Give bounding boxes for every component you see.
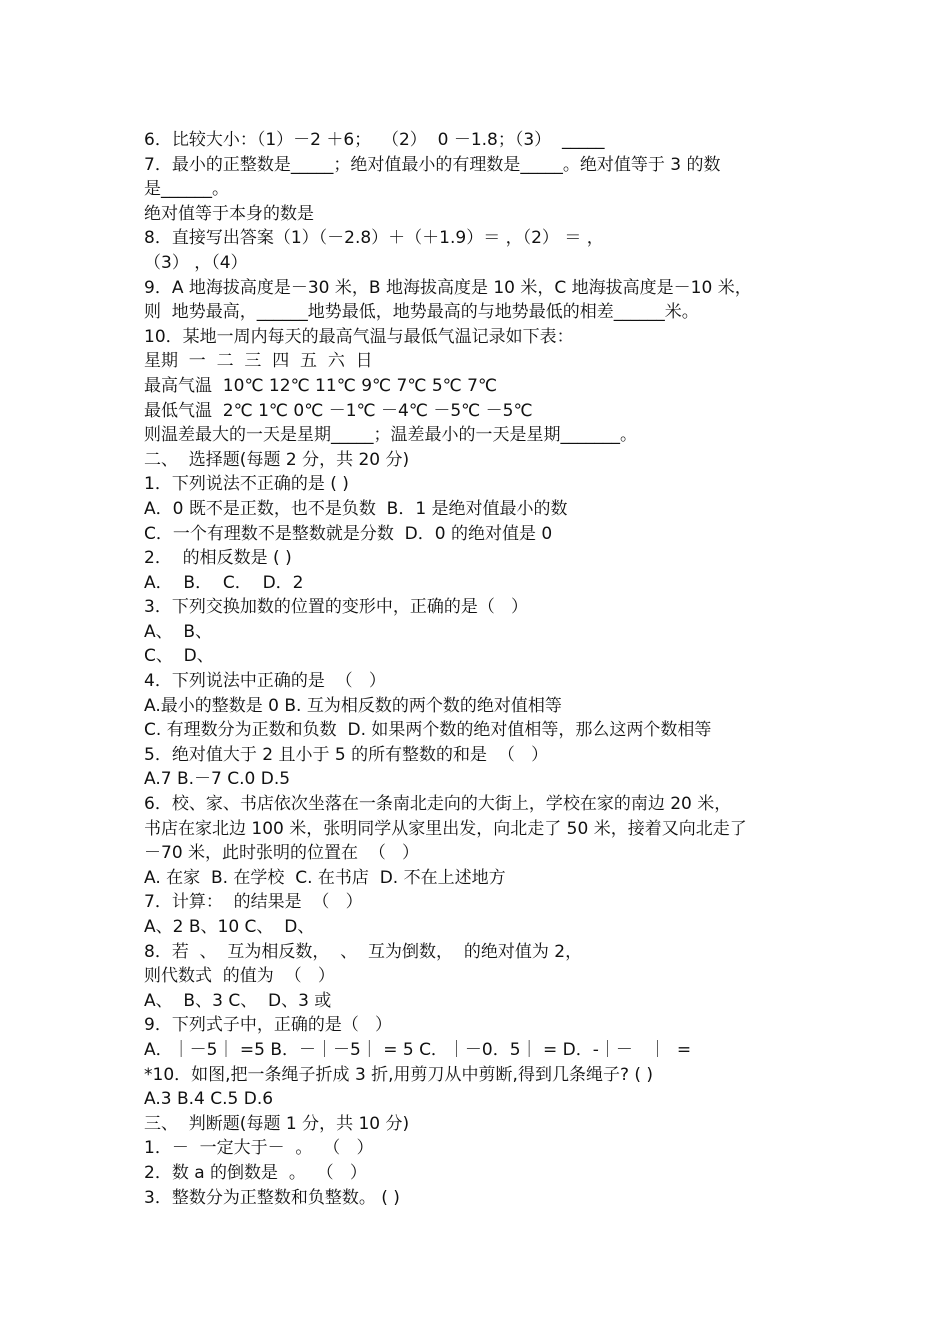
text-line: 6．校、家、书店依次坐落在一条南北走向的大街上，学校在家的南边 20 米， [144,794,732,815]
text-line: 9．下列式子中，正确的是（ ） [144,1015,393,1036]
text-line: 8．直接写出答案（1）（－2.8）＋（＋1.9）＝ ，（2） ＝ ， [144,228,604,249]
text-line: 9．A 地海拔高度是－30 米，B 地海拔高度是 10 米，C 地海拔高度是－10 米， [144,277,752,298]
text-line: 3．整数分为正整数和负整数。 ( ) [144,1187,400,1208]
text-line: 最低气温 2℃ 1℃ 0℃ －1℃ －4℃ －5℃ －5℃ [144,400,533,421]
text-line: 则 地势最高，______地势最低，地势最高的与地势最低的相差______米。 [144,302,699,323]
text-line: C．一个有理数不是整数就是分数 D．0 的绝对值是 0 [144,523,553,544]
text-line: A、2 B、10 C、 D、 [144,917,315,937]
text-line: （3） ，（4） [144,252,248,273]
text-line: 最高气温 10℃ 12℃ 11℃ 9℃ 7℃ 5℃ 7℃ [144,375,498,396]
text-line: 1．－ 一定大于－ 。 （ ） [144,1138,374,1159]
text-line: 书店在家北边 100 米，张明同学从家里出发，向北走了 50 米，接着又向北走了 [144,818,747,839]
text-line: A．｜－5｜ =5 B．－｜－5｜ = 5 C．｜－0．5｜ = D．-｜－ ｜ = [144,1039,692,1060]
text-line: A、 B、 [144,621,213,642]
text-line: A． B． C． D．2 [144,572,304,593]
text-line: 4．下列说法中正确的是 （ ） [144,671,386,692]
text-line: C、 D、 [144,646,214,667]
text-line: 2．数 a 的倒数是 。 （ ） [144,1162,367,1183]
text-line: A、 B、3 C、 D、3 或 [144,990,332,1011]
text-line: 10．某地一周内每天的最高气温与最低气温记录如下表： [144,326,574,347]
text-line: 5．绝对值大于 2 且小于 5 的所有整数的和是 （ ） [144,744,549,765]
text-line: 是______。 [144,179,229,200]
section-heading: 二、 选择题(每题 2 分，共 20 分) [144,449,410,470]
text-line: 1．下列说法不正确的是 ( ) [144,474,349,495]
text-line: 8．若 、 互为相反数， 、 互为倒数， 的绝对值为 2， [144,941,583,962]
section-heading: 三、 判断题(每题 1 分，共 10 分) [144,1113,410,1134]
text-line: 则代数式 的值为 （ ） [144,966,335,987]
text-line: 7．最小的正整数是_____；绝对值最小的有理数是_____。绝对值等于 3 的数 [144,154,721,175]
text-line: 7．计算： 的结果是 （ ） [144,892,363,913]
text-line: 2． 的相反数是 ( ) [144,548,292,569]
text-line: A.7 B.－7 C.0 D.5 [144,769,291,790]
text-line: 绝对值等于本身的数是 [144,203,314,224]
text-line: 6．比较大小：（1）－2 ＋6； （2） 0 －1.8；（3） _____ [144,130,605,150]
text-line: 3．下列交换加数的位置的变形中，正确的是（ ） [144,597,529,618]
text-line: *10．如图,把一条绳子折成 3 折,用剪刀从中剪断,得到几条绳子? ( ) [144,1064,654,1085]
text-line: A.最小的整数是 0 B. 互为相反数的两个数的绝对值相等 [144,695,562,716]
text-line: 则温差最大的一天是星期_____；温差最小的一天是星期_______。 [144,425,637,446]
text-line: －70 米，此时张明的位置在 （ ） [144,843,420,864]
text-line: A. 在家 B. 在学校 C. 在书店 D. 不在上述地方 [144,867,506,888]
document-page [144,128,824,1210]
text-line: C. 有理数分为正数和负数 D. 如果两个数的绝对值相等，那么这两个数相等 [144,720,712,741]
text-line: A．0 既不是正数，也不是负数 B．1 是绝对值最小的数 [144,498,568,519]
text-line: A.3 B.4 C.5 D.6 [144,1089,274,1110]
text-line: 星期 一 二 三 四 五 六 日 [144,351,373,372]
